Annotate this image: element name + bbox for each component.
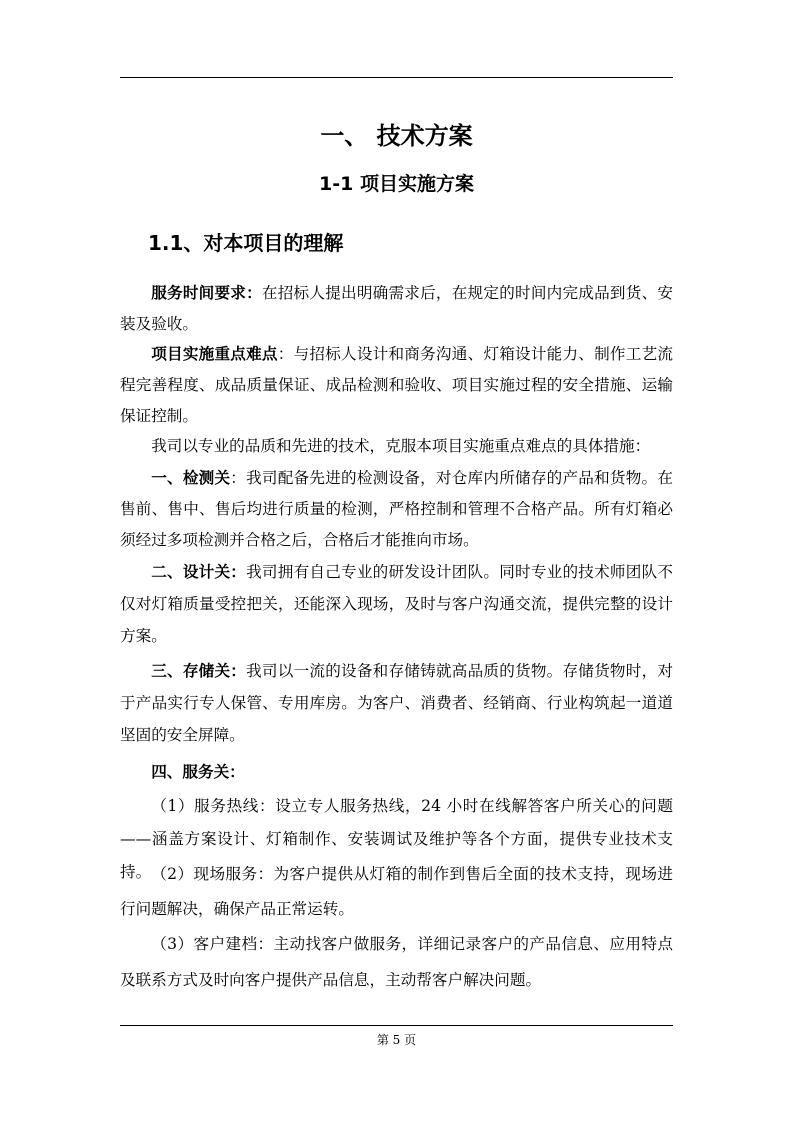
paragraph-service-heading <box>120 756 673 788</box>
paragraph-text: ：与招标人设计和商务沟通、灯箱设计能力、制作工艺流程完善程度、成品质量保证、成品检测和验收、项目实施过程的安全措施、运输保证控制。 <box>120 345 673 425</box>
paragraph-lead: 三、存储关： <box>151 661 247 680</box>
paragraph-design <box>120 556 673 652</box>
paragraph-service-time <box>120 277 673 340</box>
paragraph-text: ：我司配备先进的检测设备，对仓库内所储存的产品和货物。在售前、售中、售后均进行质量的检测，严格控制和管理不合格产品。所有灯箱必须经过多项检测并合格之后，合格后才能推向市场。 <box>120 469 673 549</box>
paragraph-key-difficulties <box>120 338 673 432</box>
paragraph-lead: 四、服务关： <box>151 762 245 781</box>
paragraph-lead: 项目实施重点难点 <box>151 344 278 363</box>
paragraph-lead: 二、设计关： <box>151 562 247 581</box>
paragraph-lead: 一、检测关 <box>151 468 231 487</box>
paragraph-text: （1）服务热线：设立专人服务热线，24 小时在线解答客户所关心的问题——涵盖方案设计、灯箱制作、安装调试及维护等各个方面，提供专业技术支持。 <box>120 797 673 881</box>
paragraph-text: 我司以一流的设备和存储铸就高品质的货物。存储货物时，对于产品实行专人保管、专用库房。为客户、消费者、经销商、行业构筑起一道道坚固的安全屏障。 <box>120 662 673 744</box>
paragraph-storage <box>120 655 673 751</box>
paragraph-onsite <box>120 857 673 927</box>
paragraph-text: （2）现场服务：为客户提供从灯箱的制作到售后全面的技术支持，现场进行问题解决，确保产品正常运转。 <box>120 865 673 918</box>
paragraph-text: 我司拥有自己专业的研发设计团队。同时专业的技术师团队不仅对灯箱质量受控把关，还能深入现场，及时与客户沟通交流，提供完整的设计方案。 <box>120 563 673 645</box>
paragraph-text: （3）客户建档：主动找客户做服务，详细记录客户的产品信息、应用特点及联系方式及时向客户提供产品信息，主动帮客户解决问题。 <box>120 935 673 989</box>
paragraph-lead: 服务时间要求： <box>151 283 262 302</box>
subsection-title: 1.1、对本项目的理解 <box>148 231 344 255</box>
page-number: 第 5 页 <box>376 1033 417 1047</box>
header-rule <box>120 77 673 78</box>
paragraph-inspection <box>120 462 673 556</box>
paragraph-customer-records <box>120 926 673 998</box>
section-title: 1-1 项目实施方案 <box>319 173 474 195</box>
footer-rule <box>120 1025 673 1026</box>
chapter-title: 一、 技术方案 <box>320 122 473 150</box>
paragraph-measures-intro <box>120 431 673 462</box>
paragraph-text: 我司以专业的品质和先进的技术，克服本项目实施重点难点的具体措施： <box>151 437 651 455</box>
paragraph-text: 在招标人提出明确需求后，在规定的时间内完成品到货、安装及验收。 <box>120 284 673 333</box>
